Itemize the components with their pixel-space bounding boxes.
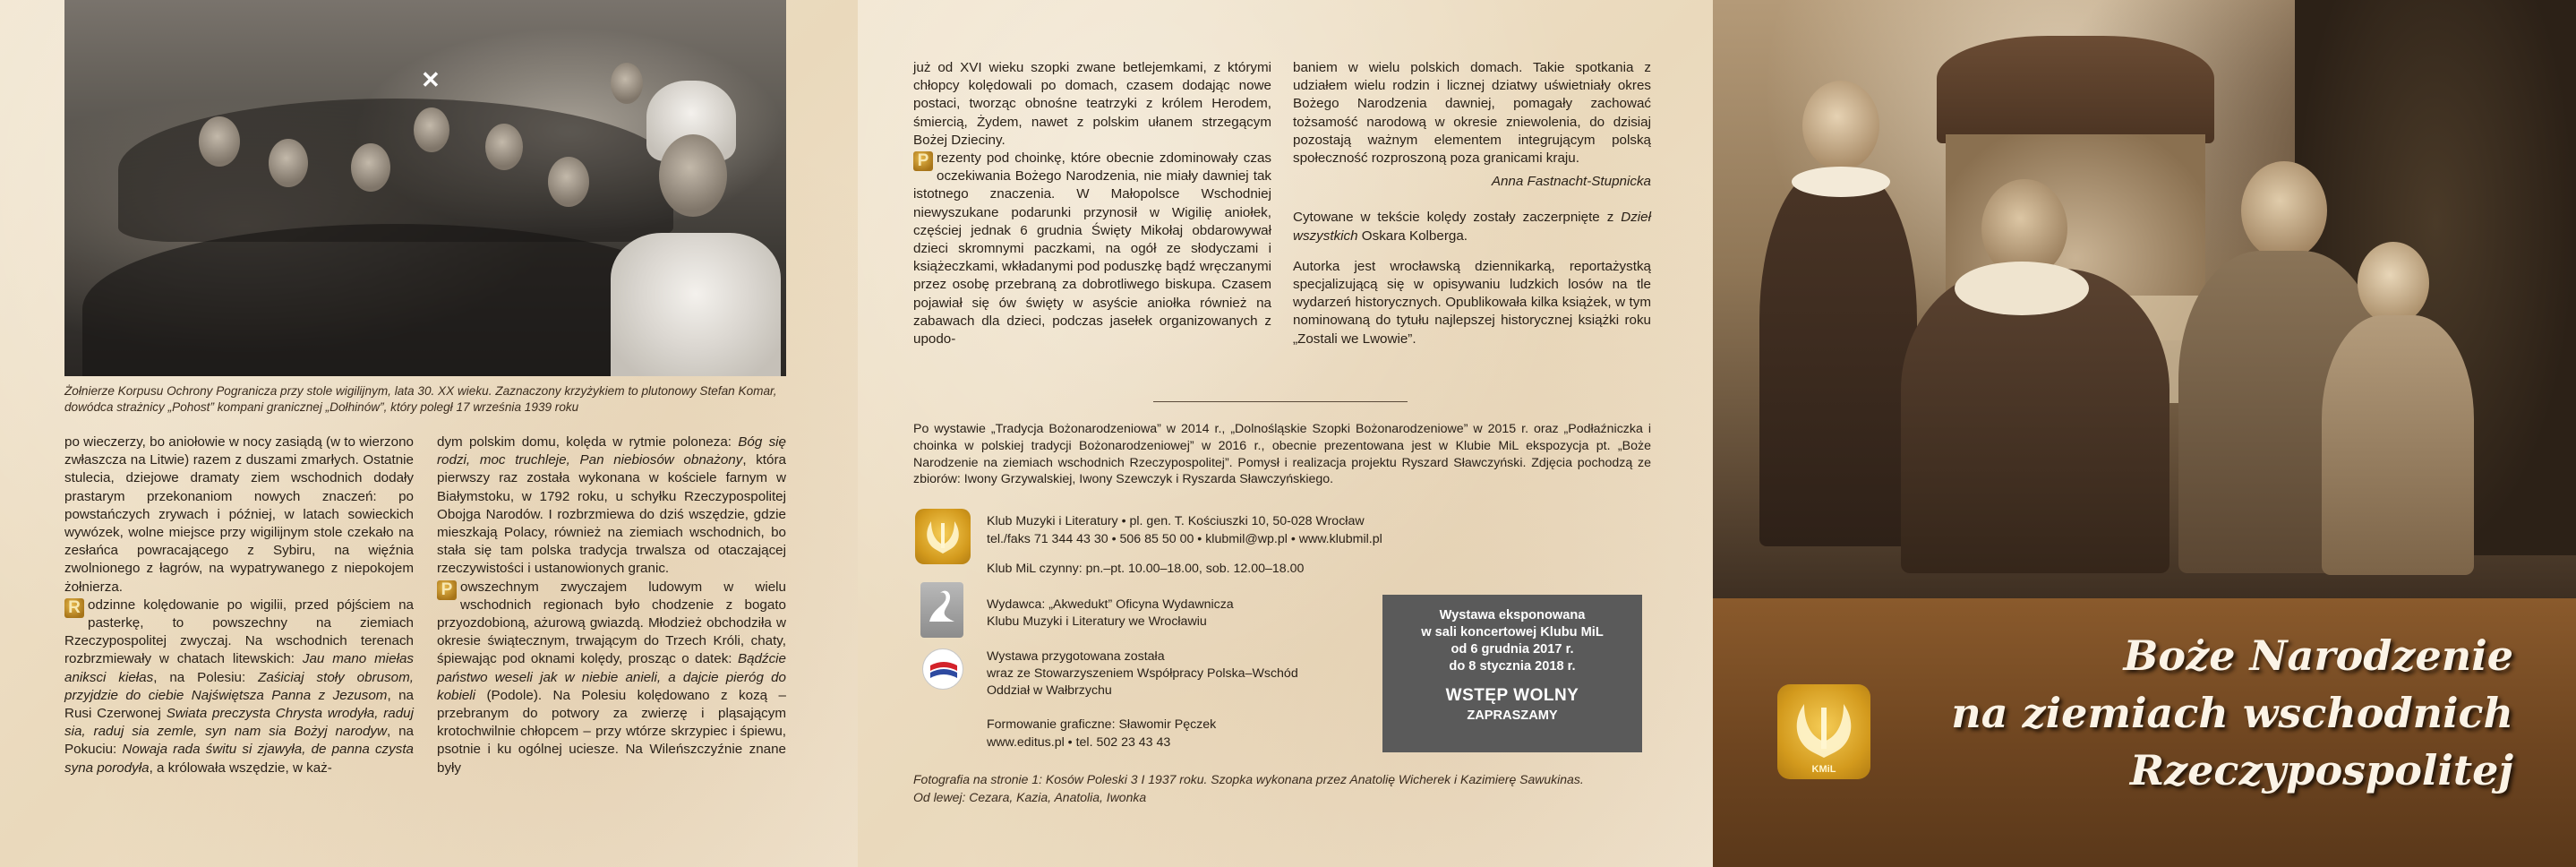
dropcap: P [437, 580, 457, 600]
cover-title [1951, 627, 2513, 799]
exhibit-line: od 6 grudnia 2017 r. [1451, 642, 1574, 657]
soldiers-photo [64, 0, 786, 376]
paragraph: R odzinne kolędowanie po wigilii, przed pójściem na pasterkę, to powszechny na ziemiach Rzeczypospolitej zwyczaj. Na wschodnich terenach rozbrzmiewały w chatach litewskich: Jau mano miełas aniksci kiełas, na Polesiu: Zaśiciaj stoły obrusom, przyjdzie do ciebie Najświętsza Panna z Jezusom, na Rusi Czerwonej Swiata preczysta Chrysta wrodyła, raduj sia, raduj sia zemle, syn nam sia Bożyj narodyw, na Pokuciu: Nowaja rada świtu si zjawyła, de panna czysta syna porodyła, a królowała wszędzie, w każ- [64, 597, 415, 776]
left-column-2 [437, 434, 786, 777]
exhibit-line: do 8 stycznia 2018 r. [1449, 659, 1576, 674]
right-panel-cover [1713, 0, 2576, 867]
title-line-2: na ziemiach wschodnich [1951, 689, 2513, 737]
invitation: ZAPRASZAMY [1467, 708, 1558, 723]
prepared-line-1: Wystawa przygotowana została [987, 649, 1165, 664]
association-logo-icon [922, 648, 963, 690]
title-line-3: Rzeczypospolitej [2129, 746, 2513, 794]
left-panel [0, 0, 858, 867]
paragraph: Cytowane w tekście kolędy zostały zaczerpnięte z Dzieł wszystkich Oskara Kolberga. [1293, 210, 1651, 244]
paragraph: baniem w wielu polskich domach. Takie spotkania z udziałem wielu rodzin i licznej dziatwy uświetniały okres Bożego Narodzenia dawniej, pomagały zachować tożsamość narodową w okresie zniewolenia, do dzisiaj pozostają ważnym elementem integrującym polską społeczność rozproszoną poza granicami kraju. [1293, 60, 1651, 167]
author-signature: Anna Fastnacht-Stupnicka [1491, 174, 1651, 190]
club-hours: Klub MiL czynny: pn.–pt. 10.00–18.00, sob. 12.00–18.00 [987, 562, 1305, 576]
akwedukt-logo-icon [920, 582, 963, 638]
middle-column-2 [1293, 59, 1651, 348]
free-entry: WSTĘP WOLNY [1445, 686, 1579, 705]
kmil-logo-icon [1777, 684, 1870, 779]
editus-contact: www.editus.pl • tel. 502 23 43 43 [987, 735, 1171, 750]
exhibit-line: Wystawa eksponowana [1439, 608, 1586, 622]
soldiers-photo-caption: Żołnierze Korpusu Ochrony Pogranicza przy stole wigilijnym, lata 30. XX wieku. Zaznaczony krzyżykiem to plutonowy Stefan Komar, dowódca strażnicy „Pohost” kompani granicznej „Dołhinów”, który poległ 17 września 1939 roku [64, 384, 777, 414]
title-line-1: Boże Narodzenie [2123, 631, 2513, 680]
left-column-1 [64, 434, 414, 777]
cover-photo-caption-1: Fotografia na stronie 1: Kosów Poleski 3 I 1937 roku. Szopka wykonana przez Anatolię Wicherek i Kazimierę Sawukinas. [913, 772, 1584, 786]
exhibit-line: w sali koncertowej Klubu MiL [1421, 625, 1604, 640]
family-nativity-photo [1713, 0, 2576, 598]
prepared-line-3: Oddział w Wałbrzychu [987, 683, 1112, 698]
prepared-line-2: wraz ze Stowarzyszeniem Współpracy Polska–Wschód [987, 666, 1298, 681]
exhibition-note: Po wystawie „Tradycja Bożonarodzeniowa” w 2014 r., „Dolnośląskie Szopki Bożonarodzeniowe” w 2015 r. oraz „Podłaźniczka i choinka w polskiej tradycji Bożonarodzeniowej” w 2016 r., obecnie prezentowana jest w Klubie MiL ekspozycja pt. „Boże Narodzenie na ziemiach wschodnich Rzeczypospolitej”. Pomysł i realizacja projektu Ryszard Sławczyński. Zdjęcia pochodzą ze zbiorów: Iwony Grzywalskiej, Iwony Szewczyk i Ryszarda Sławczyńskiego. [913, 422, 1651, 487]
middle-panel [858, 0, 1713, 867]
design-credit: Formowanie graficzne: Sławomir Pęczek [987, 717, 1217, 732]
kmil-logo-icon [915, 509, 971, 564]
lyre-icon [1777, 684, 1870, 779]
paragraph: P rezenty pod choinkę, które obecnie zdominowały czas oczekiwania Bożego Narodzenia, nie miały dawniej tak istotnego znaczenia. W Małopolsce Wschodniej niewyszukane podarunki przynosił w Wigilię aniołek, częściej jednak 6 grudnia Święty Mikołaj obdarowywał dzieci skromnymi paczkami, na ogół ze słodyczami i książeczkami, wkładanymi pod poduszkę bądź wręczanymi przez osobę przebraną za dobrotliwego biskupa. Czasem pojawiał się ów święty w asyście aniołka również na zabawach dla dzieci, podczas jasełek organizowanych z upodo- [913, 150, 1271, 348]
logo-label: KMiL [1811, 764, 1836, 775]
club-address: Klub Muzyki i Literatury • pl. gen. T. Kościuszki 10, 50-028 Wrocław [987, 514, 1365, 528]
dropcap: P [913, 151, 933, 171]
paragraph: Autorka jest wrocławską dziennikarką, reportażystką specjalizującą się w opisywaniu ludzkich losów na tle wydarzeń historycznych. Opublikowała kilka książek, w tym nominowaną do tytułu najlepszej historycznej książki roku „Zostali we Lwowie”. [1293, 258, 1651, 347]
exhibition-info-box [1382, 595, 1642, 752]
lyre-icon [915, 509, 971, 564]
swan-icon [920, 582, 963, 638]
paragraph: po wieczerzy, bo aniołowie w nocy zasiądą (w to wierzono zwłaszcza na Litwie) razem z duszami zmarłych. Ostatnie stulecia, dziejowe dramaty ziem wschodnich dodały prastarym przekonaniom nowych znaczeń: po powstańczych zrywach i później, w latach sowieckich wywózek, wolne miejsce przy wigilijnym stole czekało na zesłańca powracającego z Sybiru, na więźnia zwolnionego z łagrów, na wypatrywanego z niepokojem żołnierza. [64, 434, 414, 595]
paragraph: P owszechnym zwyczajem ludowym w wielu wschodnich regionach było chodzenie z bogato przyozdobioną, ażurową gwiazdą. Młodzież obchodziła w okresie świątecznym, trwającym do Trzech Króli, chaty, śpiewając pod oknami kolędy, prosząc o datek: Bądźcie państwo weseli jak w niebie anieli, a dajcie pieróg do kobieli (Podole). Na Polesiu kolędowano z kozą – przebranym do potwory za zwierzę i pląsającym krotochwilnie chłopcem – przy wtórze skrzypiec i śpiewu, psotnie i ku ogólnej uciesze. Na Wileńszczyźnie znane były [437, 579, 786, 776]
dropcap: R [64, 598, 84, 618]
paragraph: dym polskim domu, kolęda w rytmie poloneza: Bóg się rodzi, moc truchleje, Pan niebiosów obnażony, która pierwszy raz została wykonana w kościele farnym w Białymstoku, w 1792 roku, u schyłku Rzeczypospolitej Obojga Narodów. I rozbrzmiewa do dziś wszędzie, gdzie mieszkają Polacy, również na ziemiach wschodnich, bo stała się tam polska tradycja trwalsza od otaczającej rzeczywistości i ustanowionych granic. [437, 434, 786, 577]
publisher-line-1: Wydawca: „Akwedukt” Oficyna Wydawnicza [987, 597, 1234, 612]
flag-icon [923, 649, 964, 691]
middle-column-1 [913, 59, 1271, 348]
club-contact: tel./faks 71 344 43 30 • 506 85 50 00 • klubmil@wp.pl • www.klubmil.pl [987, 532, 1382, 546]
publisher-line-2: Klubu Muzyki i Literatury we Wrocławiu [987, 614, 1207, 629]
divider [1153, 401, 1408, 402]
cross-mark-icon: ✕ [421, 66, 441, 93]
paragraph: już od XVI wieku szopki zwane betlejemkami, z którymi chłopcy kolędowali po domach, czasem dodając nowe postaci, tworząc obnośne teatrzyki z królem Herodem, śmiercią, Żydem, nawet z polskim ułanem strzegącym Bożej Dzieciny. [913, 60, 1271, 148]
cover-photo-caption-2: Od lewej: Cezara, Kazia, Anatolia, Iwonka [913, 790, 1147, 804]
